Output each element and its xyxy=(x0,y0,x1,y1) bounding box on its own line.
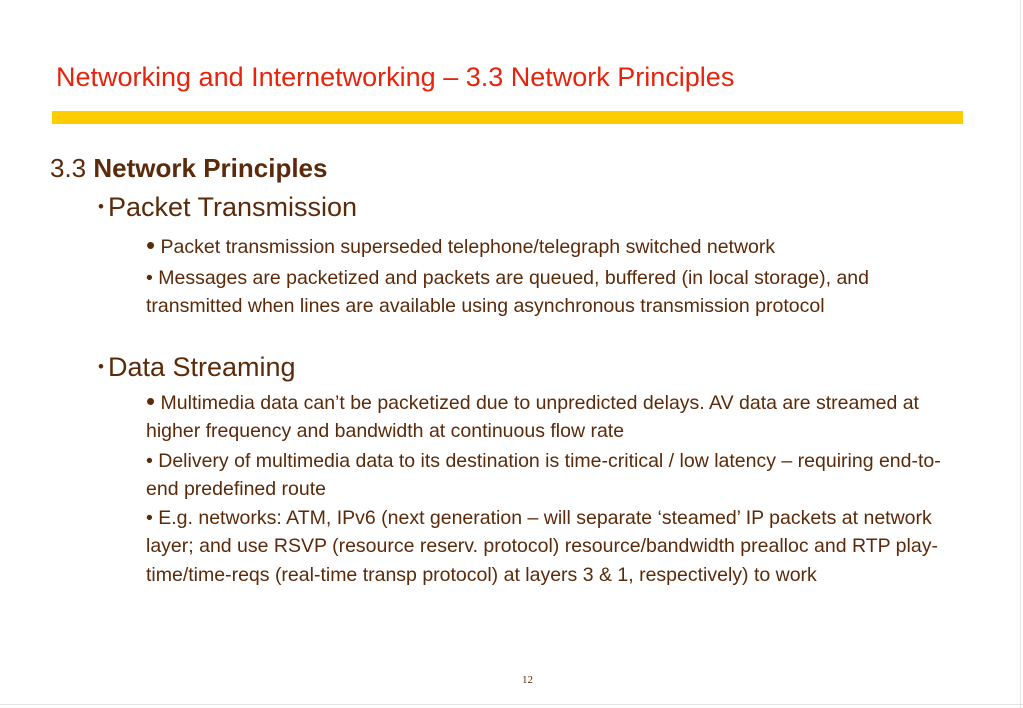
bullet-icon: • xyxy=(146,507,153,529)
bullet-icon: • xyxy=(146,230,156,260)
topic-heading-label: Data Streaming xyxy=(107,352,296,382)
slide-right-edge xyxy=(1020,0,1021,708)
topic-heading-label: Packet Transmission xyxy=(107,192,358,222)
bullet-icon: • xyxy=(146,386,156,416)
list-item-text: Multimedia data can’t be packetized due to unpredicted delays. AV data are streamed at higher frequency and bandwidth at continuous flow rate xyxy=(146,392,919,443)
list-item-text: Messages are packetized and packets are queued, buffered (in local storage), and transmitted when lines are available using asynchronous transmission protocol xyxy=(146,267,870,318)
list-item xyxy=(146,447,946,504)
list-item-text: Packet transmission superseded telephone/telegraph switched network xyxy=(160,236,776,258)
slide-bottom-edge xyxy=(0,704,1023,705)
title-underline-bar xyxy=(52,111,963,124)
section-number: 3.3 xyxy=(50,153,87,183)
page-number: 12 xyxy=(522,674,533,686)
list-item xyxy=(146,230,926,261)
bullet-icon: • xyxy=(98,197,104,216)
list-item xyxy=(146,504,946,589)
topic-heading-packet-transmission xyxy=(98,191,357,223)
bullet-icon: • xyxy=(98,357,104,376)
list-item-text: Delivery of multimedia data to its destination is time-critical / low latency – requiring end-to-end predefined route xyxy=(146,450,941,501)
topic-heading-data-streaming xyxy=(98,351,296,383)
list-item-text: E.g. networks: ATM, IPv6 (next generation – will separate ‘steamed’ IP packets at network layer; and use RSVP (resource reserv. protocol) resource/bandwidth prealloc and RTP play-time/time-reqs (real-time transp protocol) at layers 3 & 1, respectively) to work xyxy=(146,507,938,586)
bullet-icon: • xyxy=(146,267,153,289)
slide-title: Networking and Internetworking – 3.3 Network Principles xyxy=(56,62,735,92)
section-name: Network Principles xyxy=(93,153,328,183)
list-item xyxy=(146,264,906,321)
section-heading xyxy=(50,152,327,184)
list-item xyxy=(146,386,926,446)
bullet-icon: • xyxy=(146,450,153,472)
